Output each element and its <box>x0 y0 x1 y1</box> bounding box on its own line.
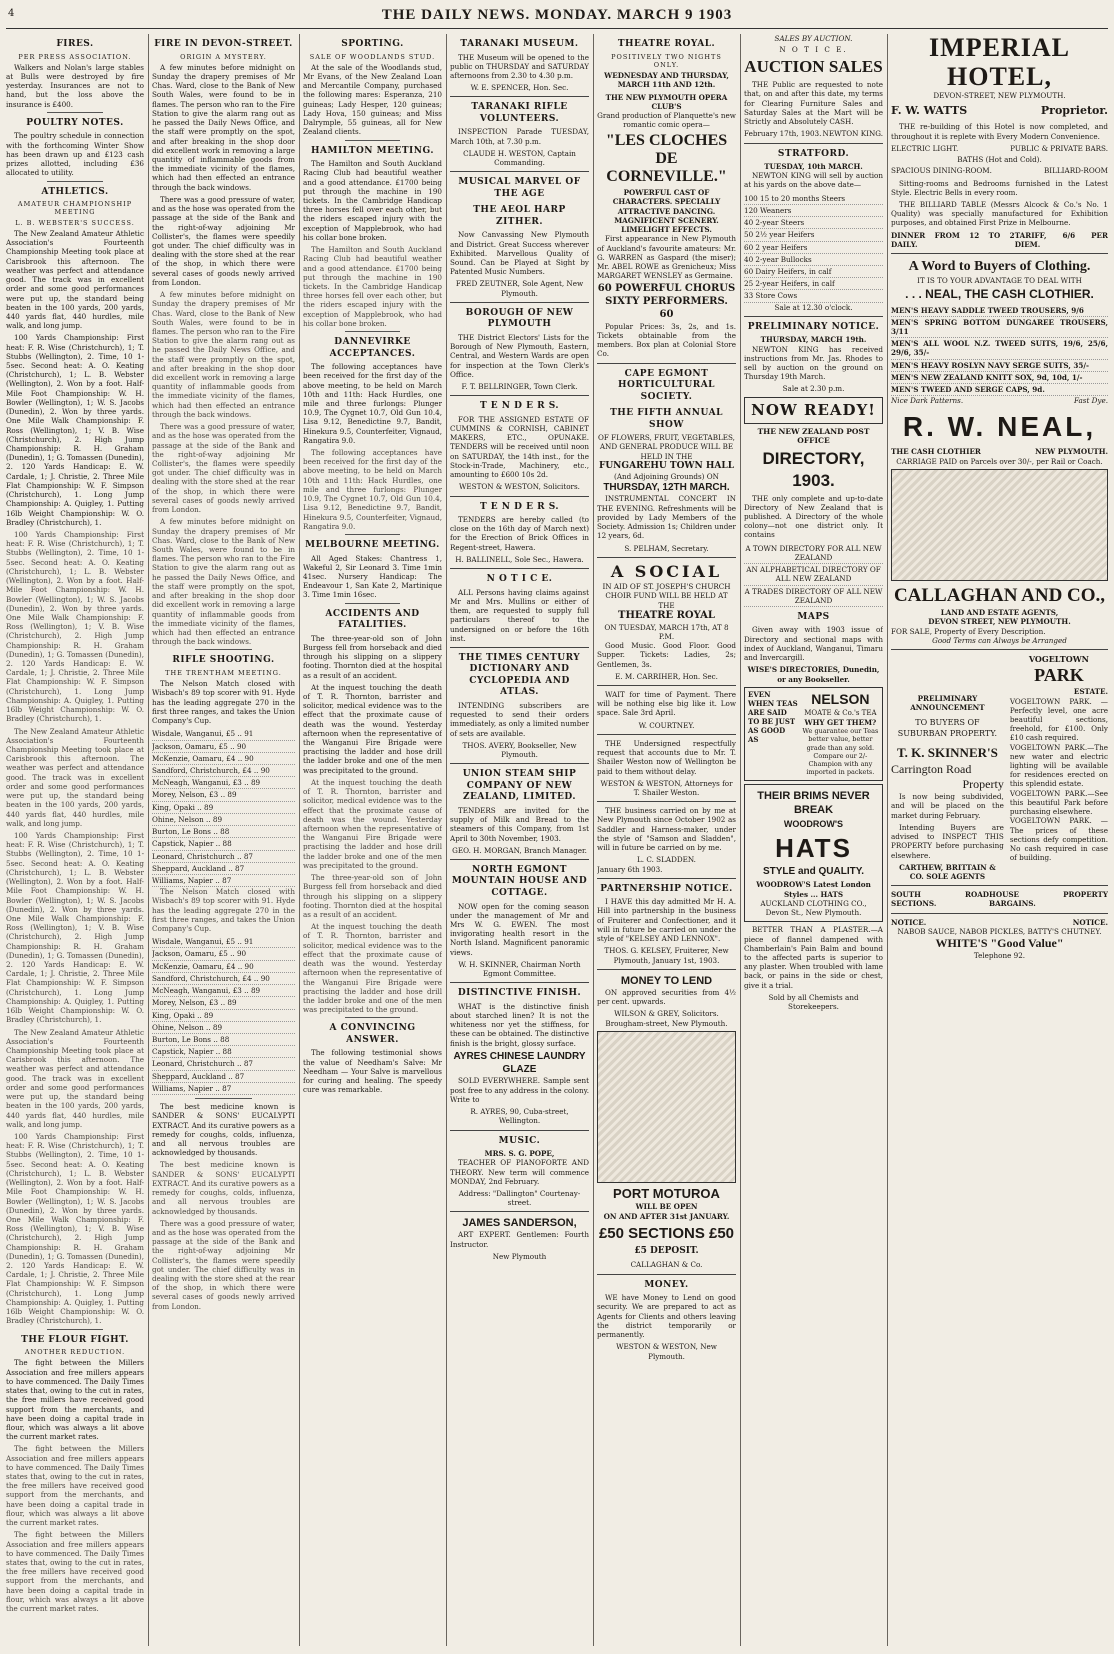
show-signature: S. PELHAM, Secretary. <box>624 543 709 553</box>
fires-heading: FIRES. <box>56 39 94 49</box>
stock-item: 50 2½ year Heifers <box>744 229 883 241</box>
opera-subtitle: Grand production of Planquette's new romantic comic opera— <box>597 111 736 130</box>
century-signature: THOS. AVERY, Bookseller, New Plymouth. <box>462 740 577 760</box>
auckland-clothing: AUCKLAND CLOTHING CO., Devon St., New Plymouth. <box>760 898 867 918</box>
score-row: Wisdale, Wanganui, £5 .. 91 <box>152 728 295 740</box>
stratford-date: TUESDAY, 10th MARCH. <box>764 162 863 172</box>
theatre-dates: WEDNESDAY AND THURSDAY, MARCH 11th AND 12th. <box>604 71 729 90</box>
vogeltown-items <box>1010 697 1108 863</box>
score-row: Leonard, Christchurch .. 87 <box>152 851 295 863</box>
score-row: Capstick, Napier .. 88 <box>152 838 295 850</box>
directory-item: A TOWN DIRECTORY FOR ALL NEW ZEALAND <box>744 543 883 564</box>
athletics-results: 100 Yards Championship: First heat: F. R. Wise (Christchurch), 1; T. Stubbs (Wellington), 2. Time, 10 1-5sec. Second heat: A. O. Keating (Christchurch), 1; L. B. Webster (Wellington), 2. Won by a foot. Half-Mile Foot Championship: W. H. Bowler (Wellington), 1; W. S. Jacobs (Dunedin), 2. Won by three yards. One Mile Walk Championship: F. Ross (Wellington), 1; V. B. Wise (Christchurch), 2. High Jump Championship: R. H. Graham (Dunedin), 1; G. Tomassen (Dunedin), 2. 120 Yards Handicap: E. W. Cardale, 1; J. Christie, 2. Three Mile Flat Championship: W. F. Simpson (Christchurch), 1. Long Jump Championship: A. Quigley, 1. Putting 16lb Weight Championship: W. O. Bradley (Christchurch), 1. <box>6 1131 144 1326</box>
museum-signature: W. E. SPENCER, Hon. Sec. <box>470 83 569 93</box>
hotel-baths: BATHS (Hot and Cold). <box>957 155 1042 165</box>
woodrows-advert <box>744 784 883 923</box>
theatre-subheading: POSITIVELY TWO NIGHTS ONLY. <box>611 52 722 69</box>
egmont-text: NOW open for the coming season under the management of Mr and Mrs W. G. EWEN. The most invigorating health resort in the North Island. Magnificent panoramic views. <box>450 901 589 957</box>
sanderson-name: JAMES SANDERSON, <box>462 1217 577 1230</box>
show-hall: FUNGAREHU TOWN HALL <box>598 460 735 471</box>
melbourne-heading: MELBOURNE MEETING. <box>305 540 440 550</box>
score-row: Ohine, Nelson .. 89 <box>152 1022 295 1034</box>
social-venue: THEATRE ROYAL <box>618 609 715 621</box>
directory-item: AN ALPHABETICAL DIRECTORY OF ALL NEW ZEALAND <box>744 564 883 585</box>
score-row: Morey, Nelson, £3 .. 89 <box>152 997 295 1009</box>
fire-article-2: There was a good pressure of water, and as the hose was operated from the passage at the side of the Bank and the right-of-way adjoining Mr Collister's, the flames were speedily got under. The chief difficulty was in dealing with the store shed at the rear of the shop, in which there were several cases of goods newly arrived from London. <box>152 194 295 287</box>
theatre-heading: THEATRE ROYAL. <box>617 39 716 49</box>
post-office-heading: THE NEW ZEALAND POST OFFICE <box>757 426 870 446</box>
rw-neal-sub: THE CASH CLOTHIER <box>891 447 981 457</box>
sladden-text: THE business carried on by me at New Plymouth since October 1902 as Saddler and Harness-maker, under the style of "Samson and Sladden", will in future be carried on by me. <box>597 806 736 853</box>
borough-signature: F. T. BELLRINGER, Town Clerk. <box>461 382 578 392</box>
column-6 <box>744 34 883 1646</box>
score-row: Wisdale, Wanganui, £5 .. 91 <box>152 936 295 948</box>
notice-label: N O T I C E. <box>779 45 848 55</box>
tenders-text: FOR THE ASSIGNED ESTATE OF CUMMINS & CORNISH, CABINET MAKERS, ETC., OPUNAKE. TENDERS will be received until noon on SATURDAY, the 14th inst., for the Stock-in-Trade, Machinery, etc., amounting to £600 10s 2d. <box>450 414 589 480</box>
room-item: SPACIOUS DINING-ROOM. <box>891 166 992 176</box>
eucalypti-ad: The best medicine known is SANDER & SONS' EUCALYPTI EXTRACT. And its curative powers as a remedy for coughs, colds, influenza, and all nervous troubles are acknowledged by thousands. <box>152 1160 295 1216</box>
page-number: 4 <box>8 8 15 19</box>
clothing-item: MEN'S TWEED AND SERGE CAPS, 9d. <box>891 384 1108 396</box>
woodrows-name: WOODROW'S <box>783 818 844 829</box>
score-row: Sheppard, Auckland .. 87 <box>152 863 295 875</box>
fire-article-2: A few minutes before midnight on Sunday the drapery premises of Mr Chas. Ward, close to the Bank of New South Wales, were found to be in flames. The person who ran to the Fire Station to give the alarm rang out as he passed the Daily News Office, and the staff were promptly on the spot, and after breaking in the shop door did excellent work in removing a large quantity of inflammable goods from the immediate vicinity of the flames, which had then effected an entrance through the back windows. <box>152 290 295 419</box>
score-row: McNeagh, Wanganui, £3 .. 89 <box>152 985 295 997</box>
auction-text: THE Public are requested to note that, on and after this date, my terms for Clearing Furniture Sales and Saturday Sales at the Mart will be Strictly and Absolutely CASH. <box>744 80 883 127</box>
music-address: Address: "Dallington" Courtenay-street. <box>458 1188 581 1208</box>
score-row: McKenzie, Oamaru, £4 .. 90 <box>152 961 295 973</box>
athletics-results: The New Zealand Amateur Athletic Association's Fourteenth Championship Meeting took place at Carisbrook this afternoon. The weather was perfect and attendance good. The track was in excellent order and some good performances were put up, the standard being beaten in the 100 yards, 200 yards, 440 yards flat, 440 hurdles, mile walk, and long jump. <box>6 1027 144 1129</box>
century-heading: THE TIMES CENTURY DICTIONARY AND CYCLOPEDIA AND ATLAS. <box>458 652 581 698</box>
stock-item: 100 15 to 20 months Steers <box>744 193 883 205</box>
eucalypti-ad: There was a good pressure of water, and as the hose was operated from the passage at the side of the Bank and the right-of-way adjoining Mr Collister's, the flames were speedily got under. The chief difficulty was in dealing with the store shed at the rear of the shop, in which there were several cases of goods newly arrived from London. <box>152 1218 295 1311</box>
for-sale: FOR SALE, Property of Every Description. <box>891 626 1046 636</box>
skinner-name: T. K. SKINNER'S <box>896 744 998 760</box>
harp-heading: MUSICAL MARVEL OF THE AGE <box>458 177 581 199</box>
moturoa-date: ON AND AFTER 31st JANUARY. <box>603 1211 730 1221</box>
score-row: King, Opaki .. 89 <box>152 802 295 814</box>
clothing-item: MEN'S NEW ZEALAND KNITT SOX, 9d, 10d, 1/- <box>891 372 1108 384</box>
clothing-item: MEN'S HEAVY SADDLE TWEED TROUSERS, 9/6 <box>891 305 1108 317</box>
tenders-heading: T E N D E R S. <box>479 401 560 412</box>
money2-heading: MONEY. <box>644 1279 689 1290</box>
athletics-subheading-2: L. B. WEBSTER'S SUCCESS. <box>15 218 135 227</box>
suburban-heading: TO BUYERS OF SUBURBAN PROPERTY. <box>897 718 998 738</box>
south-road: SOUTH ROAD SECTIONS. <box>891 890 990 909</box>
hamilton-article: The Hamilton and South Auckland Racing Club had beautiful weather and a good attendance. £1700 being put through the machine in 190 tickets. In the Cambridge Handicap three horses fell over each other, but the riders escaped injury with the exception of Mapplebrook, who had his collar bone broken. <box>303 159 442 242</box>
answer-article: The following testimonial shows the value of Needham's Salve: Mr Needham — Your Salve is marvellous for curing and healing. The speedy cure was remarkable. <box>303 1048 442 1095</box>
column-rule <box>740 34 741 1646</box>
stock-item: 33 Store Cows <box>744 290 883 302</box>
room-item: BILLIARD-ROOM <box>1044 166 1108 176</box>
plaster-signature: Sold by all Chemists and Storekeepers. <box>768 992 859 1012</box>
steamship-signature: GEO. H. MORGAN, Branch Manager. <box>452 845 587 855</box>
social-text: Good Music. Good Floor. Good Supper. Tickets: Ladies, 2s; Gentlemen, 3s. <box>597 641 736 669</box>
billiard-text: THE BILLIARD TABLE (Messrs Alcock & Co.'s No. 1 Quality) was specially manufactured for Exhibition purposes, and obtained First Prize in Melbourne. <box>891 200 1108 228</box>
accidents-article-2: At the inquest touching the death of T. R. Thornton, barrister and solicitor, medical evidence was to the effect that the proximate cause of death was the wound. Yesterday afternoon when the representative of the Wanganui Fire Brigade were practising the ladder and hose drill the ladder broke and one of the men was precipitated to the ground. <box>303 922 442 1015</box>
hotel-rooms <box>891 166 1108 175</box>
terms-note: Good Terms can Always be Arranged <box>932 635 1067 645</box>
hamilton-article: The Hamilton and South Auckland Racing Club had beautiful weather and a good attendance. £1700 being put through the machine in 190 tickets. In the Cambridge Handicap three horses fell over each other, but the riders escaped injury with the exception of Mapplebrook, who had his collar bone broken. <box>303 245 442 328</box>
egmont-signature: W. H. SKINNER, Chairman North Egmont Committee. <box>458 959 581 979</box>
now-ready-banner: NOW READY! <box>744 397 883 424</box>
score-row: King, Opaki .. 89 <box>152 1010 295 1022</box>
directory-text: THE only complete and up-to-date Directory of New Zealand that is published. A Directory of the whole colony—not one district only. It contains <box>744 493 883 540</box>
stock-item: 40 2-year Bullocks <box>744 254 883 266</box>
athletics-subheading: AMATEUR CHAMPIONSHIP MEETING <box>17 200 133 217</box>
sanderson-text: ART EXPERT. Gentlemen: Fourth Instructor. <box>450 1230 589 1249</box>
show-text: INSTRUMENTAL CONCERT IN THE EVENING. Refreshments will be provided by Lady Members of the Society. Admission 1s; Children under 12 years, 6d. <box>597 494 736 541</box>
steamship-heading: UNION STEAM SHIP COMPANY OF NEW ZEALAND, LIMITED. <box>462 769 577 803</box>
score-row: Burton, Le Bons .. 88 <box>152 826 295 838</box>
score-row: Sheppard, Auckland .. 87 <box>152 1071 295 1083</box>
tea-advert <box>744 687 883 781</box>
prelim-text: NEWTON KING has received instructions from Mr. Jas. Rhodes to sell by auction on the ground on Thursday 19th March. <box>744 344 883 382</box>
glaze-heading: AYRES CHINESE LAUNDRY GLAZE <box>453 1050 586 1075</box>
athletics-results: 100 Yards Championship: First heat: F. R. Wise (Christchurch), 1; T. Stubbs (Wellington), 2. Time, 10 1-5sec. Second heat: A. O. Keating (Christchurch), 1; L. B. Webster (Wellington), 2. Won by a foot. Half-Mile Foot Championship: W. H. Bowler (Wellington), 1; W. S. Jacobs (Dunedin), 2. Won by three yards. One Mile Walk Championship: F. Ross (Wellington), 1; V. B. Wise (Christchurch), 2. High Jump Championship: R. H. Graham (Dunedin), 1; G. Tomassen (Dunedin), 2. 120 Yards Handicap: E. W. Cardale, 1; J. Christie, 2. Three Mile Flat Championship: W. F. Simpson (Christchurch), 1. Long Jump Championship: A. Quigley, 1. Putting 16lb Weight Championship: W. O. Bradley (Christchurch), 1. <box>6 830 144 1025</box>
rifle-vol-text: INSPECTION Parade TUESDAY, March 10th, at 7.30 p.m. <box>450 127 589 146</box>
accidents-heading: ACCIDENTS AND FATALITIES. <box>325 608 420 631</box>
prelim-time: Sale at 2.30 p.m. <box>782 384 845 394</box>
score-row: Williams, Napier .. 87 <box>152 875 295 887</box>
borough-heading: BOROUGH OF NEW PLYMOUTH <box>465 307 574 330</box>
score-row: McNeagh, Wanganui, £3 .. 89 <box>152 777 295 789</box>
dannevirke-heading: DANNEVIRKE ACCEPTANCES. <box>329 337 416 359</box>
accidents-article-2: At the inquest touching the death of T. R. Thornton, barrister and solicitor, medical evidence was to the effect that the proximate cause of death was the wound. Yesterday afternoon when the representative of the Wanganui Fire Brigade were practising the ladder and hose drill the ladder broke and one of the men was precipitated to the ground. <box>303 777 442 870</box>
tariff: TARIFF, 6/6 PER DIEM. <box>1014 230 1108 249</box>
partnership-heading: PARTNERSHIP NOTICE. <box>600 883 733 894</box>
money-heading: MONEY TO LEND <box>620 974 713 987</box>
moturoa-signature: CALLAGHAN & Co. <box>630 1260 703 1270</box>
opera-features: POWERFUL CAST OF CHARACTERS. SPECIALLY ATTRACTIVE DANCING. MAGNIFICENT SCENERY. LIMELIGHT EFFECTS. <box>612 188 721 235</box>
glaze-signature: R. AYRES, 90, Cuba-street, Wellington. <box>470 1107 569 1126</box>
maps-text: Given away with 1903 issue of Directory and sectional maps with index of Auckland, Wanganui, Timaru and Invercargill. <box>744 625 883 663</box>
athletics-results: 100 Yards Championship: First heat: F. R. Wise (Christchurch), 1; T. Stubbs (Wellington), 2. Time, 10 1-5sec. Second heat: A. O. Keating (Christchurch), 1; L. B. Webster (Wellington), 2. Won by a foot. Half-Mile Foot Championship: W. H. Bowler (Wellington), 1; W. S. Jacobs (Dunedin), 2. Won by three yards. One Mile Walk Championship: F. Ross (Wellington), 1; V. B. Wise (Christchurch), 2. High Jump Championship: R. H. Graham (Dunedin), 1; G. Tomassen (Dunedin), 2. 120 Yards Handicap: E. W. Cardale, 1; J. Christie, 2. Three Mile Flat Championship: W. F. Simpson (Christchurch), 1. Long Jump Championship: A. Quigley, 1. Putting 16lb Weight Championship: W. O. Bradley (Christchurch), 1. <box>6 529 144 724</box>
hats-heading: HATS <box>775 833 852 864</box>
egmont-heading: NORTH EGMONT MOUNTAIN HOUSE AND COTTAGE. <box>451 864 588 898</box>
flour-article: The fight between the Millers Association and free millers appears to have commenced. The Daily Times states that, owing to the cut in rates, the free millers have received good support from the merchants, and have been doing a capital trade in flour, which was always a lit above the current market rates. <box>6 1358 144 1442</box>
century-text: INTENDING subscribers are requested to send their orders immediately, as only a limited number of sets are available. <box>450 701 589 738</box>
house-bargains: HOUSE PROPERTY BARGAINS. <box>989 890 1108 909</box>
stratford-text: NEWTON KING will sell by auction at his yards on the above date— <box>744 171 883 190</box>
auction-signature: NEWTON KING. <box>822 129 883 139</box>
clothing-item: MEN'S HEAVY ROSLYN NAVY SERGE SUITS, 35/- <box>891 360 1108 372</box>
column-rule <box>148 34 149 1646</box>
stock-item: 60 2 year Heifers <box>744 242 883 254</box>
hotel-amenities <box>891 144 1108 153</box>
score-row: Jackson, Oamaru, £5 .. 90 <box>152 741 295 753</box>
fires-subheading: PER PRESS ASSOCIATION. <box>18 52 132 61</box>
column-rule <box>299 34 300 1646</box>
score-row: Capstick, Napier .. 88 <box>152 1046 295 1058</box>
sales-heading: SALES BY AUCTION. <box>774 34 853 43</box>
music-heading: MUSIC. <box>498 1135 541 1146</box>
museum-text: THE Museum will be opened to the public on THURSDAY and SATURDAY afternoons from 2.30 to 4.30 p.m. <box>450 52 589 80</box>
sauce-text: NABOB SAUCE, NABOB PICKLES, BATTY'S CHUTNEY. <box>897 926 1102 936</box>
hotel-owner: F. W. WATTS <box>891 104 968 118</box>
tea-question: WHY GET THEM? <box>804 717 877 727</box>
eucalypti-ad: The best medicine known is SANDER & SONS' EUCALYPTI EXTRACT. And its curative powers as a remedy for coughs, colds, influenza, and all nervous troubles are acknowledged by thousands. <box>152 1102 295 1158</box>
score-row: McKenzie, Oamaru, £4 .. 90 <box>152 753 295 765</box>
rifle-subheading: THE TRENTHAM MEETING. <box>165 668 282 677</box>
athletics-heading: ATHLETICS. <box>41 186 109 197</box>
rifle-vol-signature: CLAUDE H. WESTON, Captain Commanding. <box>463 148 576 168</box>
masthead <box>0 0 1114 30</box>
clothing-items <box>891 305 1108 397</box>
column-1 <box>6 34 144 1646</box>
hotel-text: THE re-building of this Hotel is now completed, and throughout it is replete with Every Modern Convenience. <box>891 122 1108 141</box>
tea-guarantee: We guarantee our Teas better value, better grade than any sold. Compare our 2/- Champion with any imported in packets. <box>802 726 879 777</box>
brims-heading: THEIR BRIMS NEVER BREAK <box>757 789 870 816</box>
fire-subheading: ORIGIN A MYSTERY. <box>180 52 267 61</box>
tenders2-heading: T E N D E R S. <box>479 501 560 512</box>
clothing-sub: IT IS TO YOUR ADVANTAGE TO DEAL WITH <box>917 276 1082 286</box>
notice-text: ALL Persons having claims against Mr and Mrs. Mullins or either of them, are requested to supply full particulars thereof to the undersigned on or before the 16th inst. <box>450 587 589 643</box>
sladden-date: January 6th 1903. <box>597 864 663 874</box>
show-date: THURSDAY, 12TH MARCH. <box>603 481 730 493</box>
hotel-name: IMPERIAL HOTEL, <box>929 34 1070 91</box>
borough-text: THE District Electors' Lists for the Borough of New Plymouth, Eastern, Central, and Western Wards are open for inspection at the Town Clerk's Office. <box>450 332 589 379</box>
column-3 <box>303 34 442 1646</box>
wises-directories: WISE'S DIRECTORIES, Dunedin, or any Bookseller. <box>747 665 880 684</box>
dinner-time: DINNER FROM 12 TO 2 DAILY. <box>891 230 1015 249</box>
accidents-article-2: At the inquest touching the death of T. R. Thornton, barrister and solicitor, medical evidence was to the effect that the proximate cause of death was the wound. Yesterday afternoon when the representative of the Wanganui Fire Brigade were practising the ladder and hose drill the ladder broke and one of the men was precipitated to the ground. <box>303 682 442 775</box>
poultry-heading: POULTRY NOTES. <box>26 117 124 128</box>
score-row: Sandford, Christchurch, £4 .. 90 <box>152 973 295 985</box>
opera-prices: Popular Prices: 3s, 2s, and 1s. Tickets obtainable from the members. Box plan at Colonial Store Co. <box>597 321 736 359</box>
column-2 <box>152 34 295 1646</box>
score-row: Leonard, Christchurch .. 87 <box>152 1058 295 1070</box>
house-illustration <box>891 469 1108 581</box>
tea-brand: NELSON <box>811 690 870 707</box>
tenders2-signature: H. BALLINELL, Sole Sec., Hawera. <box>455 554 584 564</box>
auction-date: February 17th, 1903. <box>744 129 822 139</box>
stratford-heading: STRATFORD. <box>777 148 850 159</box>
sections-price: £50 SECTIONS £50 <box>598 1224 735 1242</box>
flour-subheading: ANOTHER REDUCTION. <box>24 1348 126 1357</box>
land-agents: LAND AND ESTATE AGENTS, <box>940 608 1059 618</box>
column-4 <box>450 34 589 1646</box>
vogeltown-heading: VOGELTOWN <box>1028 654 1089 665</box>
sections-deposit: £5 DEPOSIT. <box>634 1245 699 1256</box>
score-row: Jackson, Oamaru, £5 .. 90 <box>152 948 295 960</box>
devon-street: DEVON STREET, NEW PLYMOUTH. <box>928 617 1071 627</box>
subdivided-text: Is now being subdivided, and will be placed on the market during February. <box>891 792 1004 820</box>
estate-heading: ESTATE. <box>1073 687 1108 697</box>
score-row: Morey, Nelson, £3 .. 89 <box>152 789 295 801</box>
newspaper-title: THE DAILY NEWS. MONDAY. MARCH 9 1903 <box>381 7 733 23</box>
masthead-rule <box>6 28 1108 29</box>
sanderson-footer: New Plymouth <box>492 1251 547 1261</box>
show-heading: THE FIFTH ANNUAL SHOW <box>610 408 723 430</box>
neal-line: . . . NEAL, THE CASH CLOTHIER. <box>905 287 1094 302</box>
partnership-signature: THOS. G. KELSEY, Fruiterer, New Plymouth, January 1st, 1903. <box>604 946 729 965</box>
moturoa-open: WILL BE OPEN <box>635 1202 698 1212</box>
poultry-article: The poultry schedule in connection with the forthcoming Winter Show has been drawn up and £123 cash prizes allotted, including £36 allocated to utility. <box>6 131 144 178</box>
sporting-subheading: SALE OF WOODLANDS STUD. <box>309 52 436 61</box>
music-text: TEACHER OF PIANOFORTE AND THEORY. New term will commence MONDAY, 2nd February. <box>450 1158 589 1186</box>
money-text: ON approved securities from 4½ per cent. upwards. <box>597 987 736 1007</box>
vogeltown-item: VOGELTOWN PARK.—The new water and electric lighting will be available for residences erected on this splendid estate. <box>1009 742 1108 789</box>
melbourne-article: All Aged Stakes: Chantress 1, Wakeful 2, Sir Leonard 3. Time 1min 41sec. Nursery Handicap: The Endeavour 1, San Kate 2, Martinique 3. Time 1min 16sec. <box>303 553 442 600</box>
fire-article: A few minutes before midnight on Sunday the drapery premises of Mr Chas. Ward, close to the Bank of New South Wales, were found to be in flames. The person who ran to the Fire Station to give the alarm rang out as he passed the Daily News Office, and the staff were promptly on the spot, and after breaking in the shop door did excellent work in removing a large quantity of inflammable goods from the immediate vicinity of the flames, which had then effected an entrance through the back windows. <box>152 62 295 192</box>
hotel-sitting: Sitting-rooms and Bedrooms furnished in the Latest Style. Electric Bells in every room. <box>891 178 1108 197</box>
accidents-article: The three-year-old son of John Burgess fell from horseback and died through his slipping on a slippery footing. Thornton died at the hospital as a result of an accident. <box>303 633 442 680</box>
score-row: Ohine, Nelson .. 89 <box>152 814 295 826</box>
accidents-article-2: The three-year-old son of John Burgess fell from horseback and died through his slipping on a slippery footing. Thornton died at the hospital as a result of an accident. <box>303 873 442 919</box>
notice-a: NOTICE. <box>891 917 927 927</box>
rifle-article: The Nelson Match closed with Wisbach's 89 top scorer with 91. Hyde has the leading aggregate 270 in the first three ranges, and takes the Union Company's Cup. <box>152 679 295 726</box>
tenders2-text: TENDERS are hereby called (to close on the 16th day of March next) for the Erection of Brick Offices in Regent-street, Hawera. <box>450 515 589 552</box>
directory-title: DIRECTORY, 1903. <box>762 449 865 490</box>
moturoa-heading: PORT MOTUROA <box>613 1185 720 1201</box>
amenity: PUBLIC & PRIVATE BARS. <box>1010 143 1108 153</box>
rifle-article: The Nelson Match closed with Wisbach's 89 top scorer with 91. Hyde has the leading aggregate 270 in the first three ranges, and takes the Union Company's Cup. <box>152 887 295 934</box>
museum-heading: TARANAKI MUSEUM. <box>460 39 579 49</box>
moturoa-map-illustration <box>597 1031 736 1183</box>
stock-list <box>744 193 883 303</box>
latest-styles: WOODROW'S Latest London Styles ... HATS <box>756 880 871 899</box>
tenders-signature: WESTON & WESTON, Solicitors. <box>459 482 580 492</box>
prelim-date: THURSDAY, MARCH 19th. <box>760 335 867 345</box>
athletics-results: 100 Yards Championship: First heat: F. R. Wise (Christchurch), 1; T. Stubbs (Wellington), 2. Time, 10 1-5sec. Second heat: A. O. Keating (Christchurch), 1; L. B. Webster (Wellington), 2. Won by a foot. Half-Mile Foot Championship: W. H. Bowler (Wellington), 1; W. S. Jacobs (Dunedin), 2. Won by three yards. One Mile Walk Championship: F. Ross (Wellington), 1; V. B. Wise (Christchurch), 2. High Jump Championship: R. H. Graham (Dunedin), 1; G. Tomassen (Dunedin), 2. 120 Yards Handicap: E. W. Cardale, 1; J. Christie, 2. Three Mile Flat Championship: W. F. Simpson (Christchurch), 1. Long Jump Championship: A. Quigley, 1. Putting 16lb Weight Championship: W. O. Bradley (Christchurch), 1. <box>6 333 144 527</box>
sporting-heading: SPORTING. <box>341 39 404 49</box>
social-heading: A SOCIAL <box>610 561 723 581</box>
column-rule <box>446 34 447 1646</box>
fire-article-2: There was a good pressure of water, and as the hose was operated from the passage at the side of the Bank and the right-of-way adjoining Mr Collister's, the flames were speedily got under. The chief difficulty was in dealing with the store shed at the rear of the shop, in which there were several cases of goods newly arrived from London. <box>152 422 295 515</box>
score-row: Williams, Napier .. 87 <box>152 1083 295 1095</box>
fire-heading: FIRE IN DEVON-STREET. <box>154 39 293 49</box>
whites: WHITE'S "Good Value" <box>935 936 1064 951</box>
tea-company: MOATE & Co.'s TEA <box>804 708 877 717</box>
rw-neal-name: R. W. NEAL, <box>902 410 1097 442</box>
score-row: Sandford, Christchurch, £4 .. 90 <box>152 765 295 777</box>
answer-heading: A CONVINCING ANSWER. <box>329 1023 416 1045</box>
harp-text: Now Canvassing New Plymouth and District. Great Success wherever Exhibited. Marvellous Quality of Sound. Can be Played at Sight by Patented Music Numbers. <box>450 230 589 277</box>
pattern-note: Nice Dark Patterns. <box>891 396 964 406</box>
fire-article-2: A few minutes before midnight on Sunday the drapery premises of Mr Chas. Ward, close to the Bank of New South Wales, were found to be in flames. The person who ran to the Fire Station to give the alarm rang out as he passed the Daily News Office, and the staff were promptly on the spot, and after breaking in the shop door did excellent work in removing a large quantity of inflammable goods from the immediate vicinity of the flames, which had then effected an entrance through the back windows. <box>152 517 295 647</box>
plaster-text: BETTER THAN A PLASTER.—A piece of flannel dampened with Chamberlain's Pain Balm and bound to the affected parts is superior to any plaster. When troubled with lame back, or pains in the side or chest, give it a trial. <box>744 925 883 990</box>
social-subtitle: IN AID OF ST. JOSEPH'S CHURCH CHOIR FUND WILL BE HELD AT THE <box>602 582 731 610</box>
intending-text: Intending Buyers are advised to INSPECT THIS PROPERTY before purchasing elsewhere. <box>891 822 1004 860</box>
carrington-road: Carrington Road <box>891 761 972 776</box>
sporting-article: At the sale of the Woodlands stud, Mr Evans, of the New Zealand Loan and Mercantile Company, purchased the following mares: Esperanza, 210 guineas; Lady Hesper, 120 guineas; Lady Hova, 150 guineas; and Miss Dalrymple, 55 guineas, all for New Zealand clients. <box>303 62 442 137</box>
sladden-signature: L. C. SLADDEN. <box>637 855 696 865</box>
show-subtitle: OF FLOWERS, FRUIT, VEGETABLES, AND GENERAL PRODUCE WILL BE HELD IN THE <box>598 433 735 461</box>
harp-signature: FRED ZEUTNER, Sole Agent, New Plymouth. <box>455 279 584 298</box>
column-5 <box>597 34 736 1646</box>
property-word: Property <box>962 776 1004 791</box>
telephone: Telephone 92. <box>973 951 1026 961</box>
music-teacher: MRS. S. G. POPE, <box>484 1149 555 1159</box>
stock-item: 120 Weaners <box>744 205 883 217</box>
column-7 <box>891 34 1108 1646</box>
rifle-heading: RIFLE SHOOTING. <box>172 655 275 666</box>
clothing-item: MEN'S ALL WOOL N.Z. TWEED SUITS, 19/6, 25/6, 29/6, 35/- <box>891 338 1108 359</box>
social-date: ON TUESDAY, MARCH 17th, AT 8 P.M. <box>604 622 729 641</box>
prelim-announce: PRELIMINARY ANNOUNCEMENT <box>910 694 985 713</box>
wait-signature: W. COURTNEY. <box>638 720 695 730</box>
flour-article: The fight between the Millers Association and free millers appears to have commenced. The Daily Times states that, owing to the cut in rates, the free millers have received good support from the merchants, and have been doing a capital trade in flour, which was always a lit above the current market rates. <box>6 1530 144 1614</box>
directory-contents <box>744 543 883 607</box>
rifle-scores <box>152 936 295 1095</box>
harp-heading-2: THE AEOL HARP ZITHER. <box>473 205 566 227</box>
opera-cast: First appearance in New Plymouth of Auckland's favourite amateurs: Mr. G. WARREN as Gaspard (the miser); Mr. ABEL ROWE as Grenicheux; Miss MARGARET WENSLEY as Germaine. <box>597 234 736 281</box>
money-signature: WILSON & GREY, Solicitors. Brougham-street, New Plymouth. <box>605 1009 728 1028</box>
clothing-item: MEN'S SPRING BOTTOM DUNGAREE TROUSERS, 3/11 <box>891 317 1108 338</box>
carthew-agents: CARTHEW, BRITTAIN & CO. SOLE AGENTS <box>899 862 996 882</box>
hotel-proprietor: Proprietor. <box>1040 104 1108 118</box>
vogeltown-item: VOGELTOWN PARK.—See this beautiful Park before purchasing elsewhere. <box>1009 788 1108 817</box>
finish-text: WHAT is the distinctive finish about starched linen? It is not the whiteness nor yet the stiffness, for these can be obtained. The distinctive finish is the bright, glossy surface. <box>450 1001 589 1048</box>
tea-left-text: EVEN WHEN TEAS ARE SAID TO BE JUST AS GOOD AS <box>748 689 798 744</box>
agent-text: THE Undersigned respectfully request that accounts due to Mr. T. Shailer Weston now of Wellington be paid to them without delay. <box>597 738 736 776</box>
vogeltown-item: VOGELTOWN PARK. — The prices of these sections defy competition. No cash required in case of building. <box>1009 816 1108 863</box>
money2-signature: WESTON & WESTON, New Plymouth. <box>616 1342 717 1361</box>
money2-text: WE have Money to Lend on good security. We are prepared to act as Agents for Clients and others leaving the district temporarily or permanently. <box>597 1293 736 1340</box>
vogeltown-item: VOGELTOWN PARK. — Perfectly level, one acre beautiful sections, freehold, for £100. Only £10 cash required. <box>1009 696 1108 743</box>
carriage-note: CARRIAGE PAID on Parcels over 30/-, per Rail or Coach. <box>896 456 1103 466</box>
show-hall-sub: (And Adjoining Grounds) ON <box>614 472 719 482</box>
directory-item: A TRADES DIRECTORY OF ALL NEW ZEALAND <box>744 586 883 607</box>
amenity: ELECTRIC LIGHT. <box>891 143 959 153</box>
notice-heading: N O T I C E. <box>486 574 553 585</box>
callaghan-name: CALLAGHAN AND CO., <box>893 584 1106 606</box>
steamship-text: TENDERS are invited for the supply of Milk and Bread to the steamers of this Company, from 1st April to 30th November, 1903. <box>450 805 589 843</box>
opera-chorus: 60 POWERFUL CHORUS SIXTY PERFORMERS. 60 <box>597 283 736 321</box>
opera-title: "LES CLOCHES DE CORNEVILLE." <box>605 132 728 185</box>
glaze-text: SOLD EVERYWHERE. Sample sent post free to any address in the colony. Write to <box>450 1076 589 1104</box>
hotel-address: DEVON-STREET, NEW PLYMOUTH. <box>933 91 1066 101</box>
column-rule <box>887 34 888 1646</box>
stock-item: 25 2-year Heifers, in calf <box>744 278 883 290</box>
stock-item: 40 2-year Steers <box>744 217 883 229</box>
wait-text: WAIT for time of Payment. There will be nothing else big like it. Low space. Sale 3rd April. <box>597 690 736 718</box>
cape-egmont-heading: CAPE EGMONT HORTICULTURAL SOCIETY. <box>617 368 715 402</box>
rifle-scores <box>152 728 295 887</box>
opera-company: THE NEW PLYMOUTH OPERA CLUB'S <box>605 92 728 111</box>
fires-article: Walkers and Nolan's large stables at Bulls were destroyed by fire yesterday. Insurances are not to hand, but the loss above the insurance is £400. <box>6 62 144 109</box>
social-signature: E. M. CARRIHER, Hon. Sec. <box>615 671 718 681</box>
auction-sales-heading: AUCTION SALES <box>744 57 883 77</box>
agent-signature: WESTON & WESTON, Attorneys for T. Shailer Weston. <box>600 778 733 797</box>
flour-heading: THE FLOUR FIGHT. <box>21 1334 129 1345</box>
prelim-heading: PRELIMINARY NOTICE. <box>747 321 880 332</box>
athletics-results: The New Zealand Amateur Athletic Association's Fourteenth Championship Meeting took place at Carisbrook this afternoon. The weather was perfect and attendance good. The track was in excellent order and some good performances were put up, the standard being beaten in the 100 yards, 200 yards, 440 yards flat, 440 hurdles, mile walk, and long jump. <box>6 726 144 828</box>
partnership-text: I HAVE this day admitted Mr H. A. Hill into partnership in the business of Fruiterer and Confectioner, and it will in future be carried on under the style of "KELSEY AND LENNOX". <box>597 897 736 944</box>
maps-heading: MAPS <box>797 611 830 622</box>
notice-b: NOTICE. <box>1072 917 1108 927</box>
dannevirke-article: The following acceptances have been received for the first day of the above meeting, to be held on March 10th and 11th: Hack Hurdles, one mile and three furlongs: Plunger 10.9, The Cygnet 10.7, Old Gun 10.4, Lisa 9.12, Benedictine 9.7, Bandit, Hinekura 9.5, Counterfeiter, Vignaud, Rangatira 9.0. <box>303 362 442 445</box>
flour-article: The fight between the Millers Association and free millers appears to have commenced. The Daily Times states that, owing to the cut in rates, the free millers have received good support from the merchants, and have been doing a capital trade in flour, which was always a lit above the current market rates. <box>6 1444 144 1528</box>
finish-heading: DISTINCTIVE FINISH. <box>457 988 582 999</box>
park-heading: PARK <box>1034 665 1084 686</box>
rifle-vol-heading: TARANAKI RIFLE VOLUNTEERS. <box>471 102 568 124</box>
stratford-time: Sale at 12.30 o'clock. <box>774 302 853 312</box>
column-rule <box>593 34 594 1646</box>
hamilton-heading: HAMILTON MEETING. <box>311 145 434 156</box>
dannevirke-article: The following acceptances have been received for the first day of the above meeting, to be held on March 10th and 11th: Hack Hurdles, one mile and three furlongs: Plunger 10.9, The Cygnet 10.7, Old Gun 10.4, Lisa 9.12, Benedictine 9.7, Bandit, Hinekura 9.5, Counterfeiter, Vignaud, Rangatira 9.0. <box>303 448 442 531</box>
dye-note: Fast Dye. <box>1073 396 1108 406</box>
style-quality: STYLE and QUALITY. <box>762 865 865 877</box>
rw-neal-place: NEW PLYMOUTH. <box>1035 447 1108 457</box>
athletics-article: The New Zealand Amateur Athletic Association's Fourteenth Championship Meeting took place at Carisbrook this afternoon. The weather was perfect and attendance good. The track was in excellent order and some good performances were put up, the standard being beaten in the 100 yards, 200 yards, 440 yards flat, 440 hurdles, mile walk, and long jump. <box>6 228 144 331</box>
score-row: Burton, Le Bons .. 88 <box>152 1034 295 1046</box>
stock-item: 60 Dairy Heifers, in calf <box>744 266 883 278</box>
clothing-heading: A Word to Buyers of Clothing. <box>908 259 1091 275</box>
